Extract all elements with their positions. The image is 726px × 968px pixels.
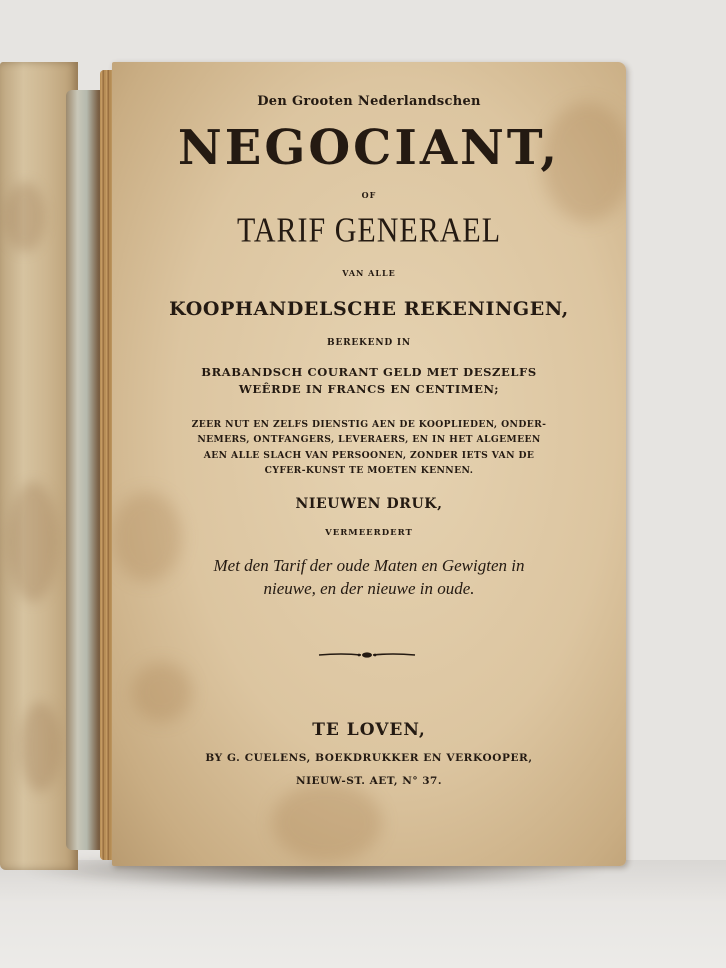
italic-note-line-2: nieuwe, en der nieuwe in oude. <box>263 579 475 598</box>
subtitle: TARIF GENERAEL <box>236 211 502 250</box>
description-line-2: NEMERS, ONTFANGERS, LEVERAERS, EN IN HET ALGEMEEN <box>197 434 541 445</box>
description-line-1: ZEER NUT EN ZELFS DIENSTIG AEN DE KOOPLIEDEN, ONDER- <box>191 419 547 430</box>
imprint-place: TE LOVEN, <box>312 720 426 740</box>
imprint-address: NIEUW-ST. AET, N° 37. <box>296 775 442 787</box>
main-title: NEGOCIANT, <box>177 120 561 176</box>
title-of: OF <box>361 190 377 200</box>
currency-line-2: WEÊRDE IN FRANCS EN CENTIMEN; <box>238 382 500 396</box>
description-line-3: AEN ALLE SLACH VAN PERSOONEN, ZONDER IETS VAN DE <box>203 450 535 461</box>
berekend-in: BEREKEND IN <box>327 338 411 348</box>
vermeerdert-label: VERMEERDERT <box>325 528 413 538</box>
edition-label: NIEUWEN DRUK, <box>295 496 443 512</box>
description-line-4: CYFER-KUNST TE MOETEN KENNEN. <box>264 465 474 476</box>
ornamental-rule-icon <box>317 650 417 660</box>
currency-line-1: BRABANDSCH COURANT GELD MET DESZELFS <box>201 365 537 379</box>
title-preline: Den Grooten Nederlandschen <box>257 94 481 109</box>
italic-note-line-1: Met den Tarif der oude Maten en Gewigten in <box>213 556 525 575</box>
van-alle: VAN ALLE <box>342 268 396 278</box>
koophandel-heading: KOOPHANDELSCHE REKENINGEN, <box>169 298 569 320</box>
title-page <box>112 62 626 866</box>
imprint-printer: BY G. CUELENS, BOEKDRUKKER EN VERKOOPER, <box>205 752 533 764</box>
